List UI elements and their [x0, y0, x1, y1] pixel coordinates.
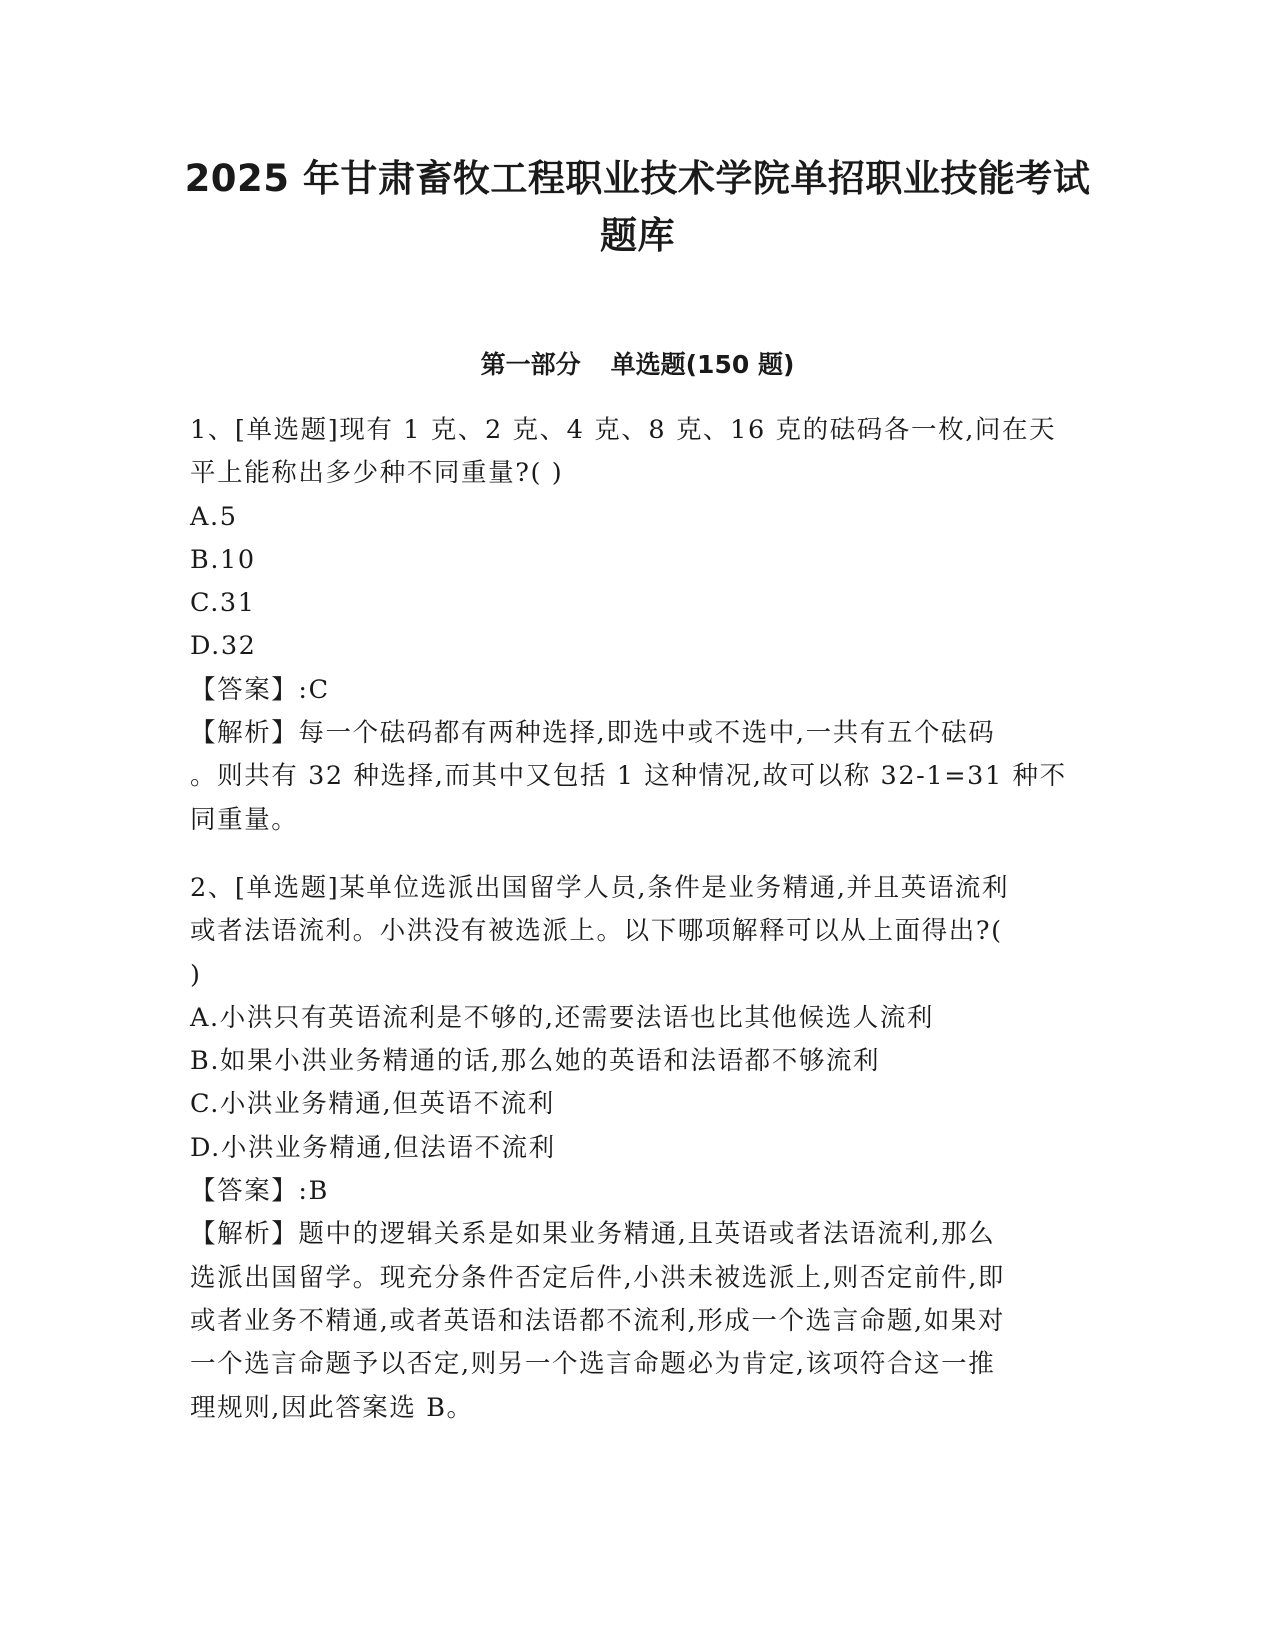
option-b: B.如果小洪业务精通的话,那么她的英语和法语都不够流利	[190, 1046, 881, 1077]
option-d: D.32	[190, 631, 257, 662]
section-part-label: 第一部分	[480, 350, 581, 379]
option-a: A.小洪只有英语流利是不够的,还需要法语也比其他候选人流利	[190, 1002, 935, 1033]
option-c: C.31	[190, 588, 256, 619]
section-heading	[160, 347, 1115, 383]
option-c: C.小洪业务精通,但英语不流利	[190, 1089, 555, 1120]
analysis-line: 【解析】每一个砝码都有两种选择,即选中或不选中,一共有五个砝码	[190, 718, 996, 749]
option-d: D.小洪业务精通,但法语不流利	[190, 1132, 556, 1163]
question-stem-line: )	[190, 959, 202, 990]
analysis-line: 或者业务不精通,或者英语和法语都不流利,形成一个选言命题,如果对	[190, 1305, 1006, 1336]
answer-line: 【答案】:B	[190, 1176, 329, 1207]
analysis-line: 。则共有 32 种选择,而其中又包括 1 这种情况,故可以称 32-1=31 种不	[190, 761, 1067, 792]
question-stem-line: 平上能称出多少种不同重量?( )	[190, 458, 564, 489]
option-b: B.10	[190, 544, 256, 575]
analysis-line: 理规则,因此答案选 B。	[190, 1392, 474, 1423]
analysis-line: 选派出国留学。现充分条件否定后件,小洪未被选派上,则否定前件,即	[190, 1262, 1006, 1293]
question-stem-line: 或者法语流利。小洪没有被选派上。以下哪项解释可以从上面得出?(	[190, 916, 1003, 947]
question-stem-line: 1、[单选题]现有 1 克、2 克、4 克、8 克、16 克的砝码各一枚,问在天	[190, 415, 1057, 445]
analysis-line: 一个选言命题予以否定,则另一个选言命题必为肯定,该项符合这一推	[190, 1349, 996, 1380]
question-1	[190, 409, 1080, 842]
document-title-line-2: 题库	[600, 214, 675, 257]
analysis-line: 同重量。	[190, 804, 299, 835]
section-name-label: 单选题(150 题)	[610, 350, 795, 379]
analysis-line: 【解析】题中的逻辑关系是如果业务精通,且英语或者法语流利,那么	[190, 1219, 996, 1250]
question-stem-line: 2、[单选题]某单位选派出国留学人员,条件是业务精通,并且英语流利	[190, 873, 1010, 903]
question-2	[190, 867, 1080, 1430]
option-a: A.5	[190, 501, 238, 532]
document-title	[160, 150, 1115, 264]
answer-line: 【答案】:C	[190, 674, 330, 705]
document-title-line-1: 2025 年甘肃畜牧工程职业技术学院单招职业技能考试	[184, 157, 1091, 200]
